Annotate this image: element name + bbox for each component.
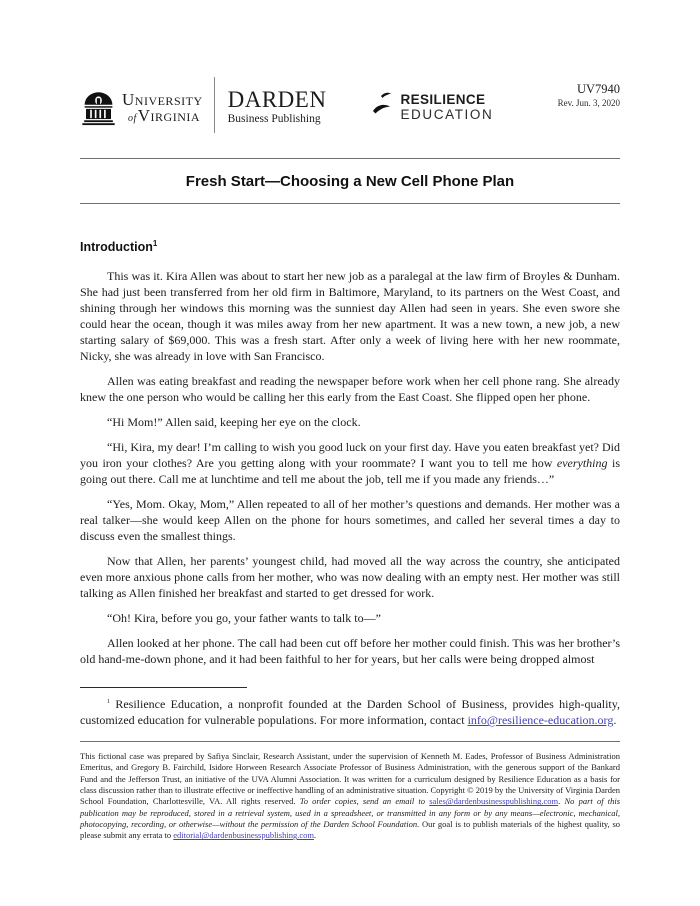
paragraph-2: Allen was eating breakfast and reading the newspaper before work when her cell phone rang. She already knew the one person who would be calling her this early from the East Coast. She flipped open her phone. — [80, 374, 620, 405]
page-title: Fresh Start—Choosing a New Cell Phone Plan — [185, 173, 515, 190]
paragraph-4-emphasis: everything — [556, 456, 608, 471]
uva-wordmark-line2 — [122, 107, 203, 124]
copyright-text-end: . — [313, 830, 317, 841]
copyright-text-2: . — [558, 796, 565, 807]
introduction-label: Introduction — [80, 240, 153, 255]
editorial-email-link[interactable]: editorial@dardenbusinesspublishing.com — [173, 830, 314, 841]
paragraph-4 — [80, 439, 620, 487]
copyright-italic-1: To order copies, send an email to — [299, 796, 430, 807]
footer-rule — [80, 741, 620, 742]
footnote-email-link[interactable]: info@resilience-education.org — [467, 713, 614, 728]
resilience-wordmark — [400, 93, 493, 122]
copyright-italic-2: No part of this publication may be reproduced, stored in a retrieval system, used in a spreadsheet, or transmitted in any form or by any means—electronic, mechanical, photocopying, recording, or otherwise—without the permission of the Darden School Foundation. — [80, 796, 621, 829]
uva-logo — [80, 89, 203, 126]
sales-email-link[interactable]: sales@dardenbusinesspublishing.com — [429, 796, 559, 807]
revision-date: Rev. Jun. 3, 2020 — [557, 97, 620, 108]
paragraph-4-pre: “Hi, Kira, my dear! I’m calling to wish you good luck on your first day. Have you eaten breakfast yet? Did you iron your clothes? Are you getting along with your roommate? I want you to tell me how — [80, 440, 620, 471]
uva-wordmark-of: of — [128, 112, 137, 124]
paragraph-6: Now that Allen, her parents’ youngest child, had moved all the way across the country, she anticipated even more anxious phone calls from her mother, who was now dealing with an empty nest. Her mother was still talking as Allen finished her breakfast and started to get dressed for work. — [80, 554, 620, 601]
document-number: UV7940 — [576, 82, 620, 96]
darden-wordmark: DARDEN — [227, 87, 327, 113]
footnote-text-end: . — [613, 713, 617, 728]
paragraph-4-post: is going out there. Call me at lunchtime and tell me about the job, tell me if you made any friends…” — [80, 456, 620, 487]
footnote-reference-marker: 1 — [152, 239, 158, 248]
title-rule-bottom — [80, 203, 620, 204]
footnote-1 — [80, 694, 620, 728]
footnote-separator — [80, 687, 247, 688]
masthead-divider — [214, 77, 215, 133]
paragraph-8: Allen looked at her phone. The call had been cut off before her mother could finish. This was her brother’s old hand-me-down phone, and it had been faithful to her for years, but her calls were being dropped almost — [80, 636, 620, 667]
resilience-line1: RESILIENCE — [400, 91, 486, 107]
paragraph-5: “Yes, Mom. Okay, Mom,” Allen repeated to all of her mother’s questions and demands. Her mother was a real talker—she would keep Allen on the phone for hours sometimes, and called her several times a day to discuss even the smallest things. — [80, 497, 620, 544]
uva-rotunda-icon — [80, 89, 117, 126]
paragraph-1: This was it. Kira Allen was about to start her new job as a paralegal at the law firm of Broyles & Dunham. She had just been transferred from her old firm in Baltimore, Maryland, to its partners on the West Coast, and shining through her windows this morning was the sunniest day Allen had seen in years. She even swore she could hear the ocean, though it was miles away from her new apartment. It was a new town, a new job, a new starting salary of $69,000. This was a fresh start. After only a week of living here with her new roommate, Nicky, she was already in love with San Francisco. — [80, 269, 620, 364]
uva-wordmark-virginia: Virginia — [137, 105, 201, 125]
darden-subtitle: Business Publishing — [227, 113, 321, 126]
copyright-text-3: Our goal is to publish materials of the highest quality, so please submit any errata to — [80, 818, 620, 841]
resilience-line2: EDUCATION — [400, 107, 494, 122]
resilience-logo — [372, 91, 493, 123]
section-heading-introduction — [80, 239, 620, 254]
copyright-block — [80, 751, 620, 841]
footnote-marker: 1 — [107, 699, 110, 706]
uva-wordmark — [122, 91, 203, 124]
uva-wordmark-line1: University — [122, 89, 203, 109]
body-text-area — [80, 239, 620, 728]
copyright-text-1: This fictional case was prepared by Safiya Sinclair, Research Assistant, under the supervision of Kenneth M. Eades, Professor of Business Administration Emeritus, and Gregory B. Fairchild, Isidore Horween Research Associate Professor of Business Administration, with the generous support of the Bankard Fund and the Jefferson Trust, an initiative of the UVA Alumni Association. It was written for a curriculum designed by Resilience Education as a basis for class discussion rather than to illustrate effective or ineffective handling of an administrative situation. Copyright © 2019 by the University of Virginia Darden School Foundation, Charlottesville, VA. All rights reserved. — [80, 751, 620, 807]
document-number-block — [558, 82, 620, 109]
paragraph-7: “Oh! Kira, before you go, your father wants to talk to—” — [107, 611, 381, 626]
footnote-text: Resilience Education, a nonprofit founded at the Darden School of Business, provides high-quality, customized education for vulnerable populations. For more information, contact — [80, 697, 620, 728]
darden-logo — [228, 88, 327, 126]
masthead — [80, 84, 620, 130]
paragraph-3: “Hi Mom!” Allen said, keeping her eye on the clock. — [107, 415, 361, 430]
resilience-birds-icon — [372, 91, 396, 123]
